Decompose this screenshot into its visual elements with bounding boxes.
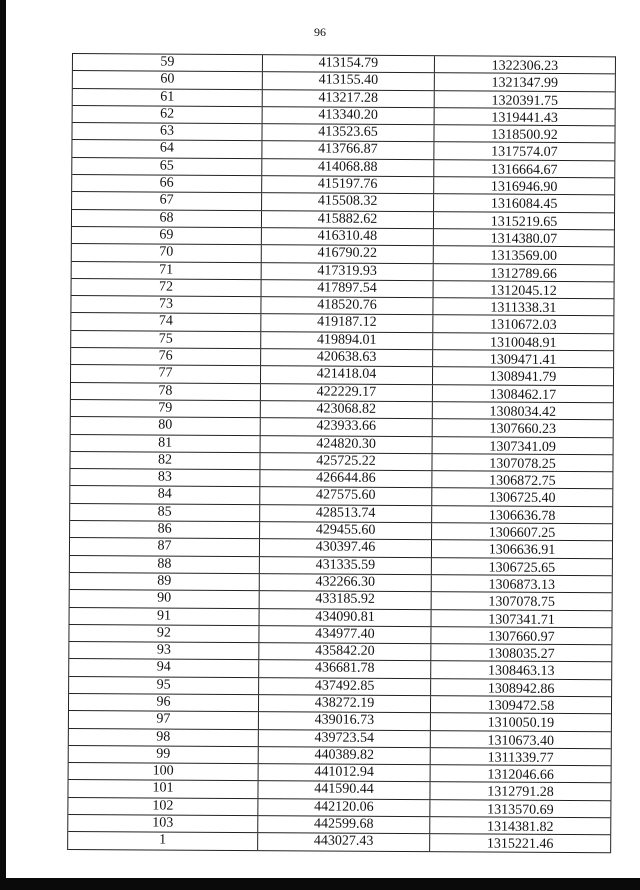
x-coordinate-cell: 441590.44 [258,782,430,799]
point-number-cell: 69 [72,227,262,244]
point-number-cell: 84 [70,486,260,503]
point-number-cell: 1 [68,832,258,849]
y-coordinate-cell: 1308035.27 [488,646,555,662]
point-number-cell: 103 [68,815,258,832]
point-number-cell: 77 [71,365,261,382]
x-coordinate-cell: 413523.65 [262,124,434,141]
point-number-cell: 97 [69,711,259,728]
y-coordinate-cell: 1308462.17 [489,387,557,403]
x-coordinate-cell: 434977.40 [259,626,431,643]
point-number-cell: 63 [72,123,262,140]
point-number-cell: 62 [73,106,263,123]
y-coordinate-cell: 1312791.28 [487,785,554,801]
point-number-cell: 65 [72,158,262,175]
point-number-cell: 86 [70,521,260,538]
point-number-cell: 72 [72,279,262,296]
point-number-cell: 68 [72,210,262,227]
x-coordinate-cell: 433185.92 [260,591,432,608]
point-number-cell: 89 [70,573,260,590]
x-coordinate-cell: 440389.82 [259,747,431,764]
x-coordinate-cell: 413155.40 [263,72,435,89]
y-coordinate-cell: 1314381.82 [486,819,554,835]
y-coordinate-cell: 1316946.90 [490,179,558,195]
y-coordinate-cell: 1306636.78 [488,508,556,524]
point-number-cell: 60 [73,71,263,88]
x-coordinate-cell: 417897.54 [262,280,434,297]
y-coordinate-cell: 1312789.66 [490,266,557,282]
x-coordinate-cell: 432266.30 [260,574,432,591]
x-coordinate-cell: 428513.74 [260,505,432,522]
y-coordinate-cell: 1316084.45 [490,196,558,212]
x-coordinate-cell: 430397.46 [260,539,432,556]
x-coordinate-cell: 420638.63 [261,349,433,366]
y-coordinate-cell: 1317574.07 [491,145,558,161]
point-number-cell: 79 [71,400,261,417]
x-coordinate-cell: 442120.06 [258,799,430,816]
y-coordinate-cell: 1308463.13 [487,663,555,679]
y-coordinate-cell: 1307341.71 [488,612,555,628]
point-number-cell: 75 [71,331,261,348]
x-coordinate-cell: 413154.79 [263,55,435,72]
point-number-cell: 59 [73,54,263,71]
y-coordinate-cell: 1316664.67 [490,162,558,178]
x-coordinate-cell: 416790.22 [262,245,434,262]
point-number-cell: 76 [71,348,261,365]
point-number-cell: 85 [70,504,260,521]
x-coordinate-cell: 425725.22 [260,453,432,470]
y-coordinate-cell: 1307078.75 [488,594,555,610]
page-number: 96 [314,25,326,39]
point-number-cell: 99 [69,746,259,763]
x-coordinate-cell: 415508.32 [262,194,434,211]
x-coordinate-cell: 431335.59 [260,557,432,574]
point-number-cell: 74 [71,313,261,330]
point-number-cell: 90 [70,590,260,607]
y-coordinate-cell: 1307660.23 [489,421,557,437]
y-coordinate-cell: 1319441.43 [491,110,558,126]
y-coordinate-cell: 1307078.25 [489,456,556,472]
y-coordinate-cell: 1318500.92 [491,127,558,143]
x-coordinate-cell: 419187.12 [261,315,433,332]
point-number-cell: 96 [69,694,259,711]
x-coordinate-cell: 413766.87 [262,142,434,159]
point-number-cell: 64 [72,140,262,157]
x-coordinate-cell: 443027.43 [258,834,430,851]
y-coordinate-cell: 1322306.23 [491,58,559,74]
point-number-cell: 70 [72,244,262,261]
y-coordinate-cell: 1310672.03 [490,318,557,334]
point-number-cell: 81 [71,435,261,452]
point-number-cell: 91 [70,607,260,624]
y-coordinate-cell: 1307660.97 [488,629,555,645]
x-coordinate-cell: 423933.66 [261,418,433,435]
y-coordinate-cell: 1312045.12 [490,283,557,299]
y-coordinate-cell: 1320391.75 [491,93,559,109]
x-coordinate-cell: 427575.60 [260,488,432,505]
x-coordinate-cell: 434090.81 [260,609,432,626]
point-number-cell: 92 [69,625,259,642]
x-coordinate-cell: 415197.76 [262,176,434,193]
point-number-cell: 98 [69,729,259,746]
x-coordinate-cell: 441012.94 [259,764,431,781]
x-coordinate-cell: 426644.86 [260,470,432,487]
y-coordinate-cell: 1310050.19 [487,715,555,731]
point-number-cell: 83 [70,469,260,486]
x-coordinate-cell: 424820.30 [261,436,433,453]
point-number-cell: 100 [69,763,259,780]
y-coordinate-cell: 1309472.58 [487,698,555,714]
y-coordinate-cell: 1308941.79 [489,369,557,385]
y-coordinate-cell: 1306725.40 [488,490,556,507]
scan-edge-left [0,0,6,890]
y-coordinate-cell: 1313570.69 [487,802,554,818]
point-number-cell: 71 [72,262,262,279]
y-coordinate-cell: 1310673.40 [487,733,555,749]
point-number-cell: 101 [68,780,258,797]
x-coordinate-cell: 414068.88 [262,159,434,176]
point-number-cell: 93 [69,642,259,659]
y-coordinate-cell: 1310048.91 [489,335,557,351]
x-coordinate-cell: 418520.76 [261,297,433,314]
x-coordinate-cell: 438272.19 [259,695,431,712]
y-coordinate-cell: 1306872.75 [489,473,556,489]
x-coordinate-cell: 442599.68 [258,816,430,833]
y-coordinate-cell: 1306636.91 [488,542,556,558]
y-coordinate-cell: 1311339.77 [487,750,554,766]
x-coordinate-cell: 439723.54 [259,730,431,747]
y-coordinate-cell: 1307341.09 [489,439,556,455]
x-coordinate-cell: 422229.17 [261,384,433,401]
x-coordinate-cell: 413340.20 [263,107,435,124]
y-coordinate-cell: 1311338.31 [490,300,557,316]
point-number-cell: 66 [72,175,262,192]
y-coordinate-cell: 1313569.00 [490,248,558,264]
point-number-cell: 82 [70,452,260,469]
x-coordinate-cell: 413217.28 [263,90,435,107]
y-coordinate-cell: 1306607.25 [488,525,556,541]
y-coordinate-cell: 1309471.41 [489,352,557,368]
point-number-cell: 94 [69,659,259,676]
scan-edge-bottom [0,878,640,890]
x-coordinate-cell: 416310.48 [262,228,434,245]
x-coordinate-cell: 423068.82 [261,401,433,418]
x-coordinate-cell: 421418.04 [261,367,433,384]
x-coordinate-cell: 436681.78 [259,661,431,678]
y-coordinate-cell: 1308942.86 [487,681,555,697]
y-coordinate-cell: 1314380.07 [490,231,558,247]
x-coordinate-cell: 415882.62 [262,211,434,228]
y-coordinate-cell: 1315221.46 [486,836,554,852]
point-number-cell: 61 [73,89,263,106]
y-coordinate-cell: 1315219.65 [490,214,558,230]
y-coordinate-cell: 1306873.13 [488,577,556,593]
point-number-cell: 102 [68,798,258,815]
x-coordinate-cell: 429455.60 [260,522,432,539]
point-number-cell: 87 [70,538,260,555]
x-coordinate-cell: 417319.93 [262,263,434,280]
y-coordinate-cell: 1312046.66 [487,767,554,783]
point-number-cell: 73 [71,296,261,313]
x-coordinate-cell: 439016.73 [259,712,431,729]
coordinate-table [67,53,616,853]
point-number-cell: 67 [72,192,262,209]
point-number-cell: 88 [70,556,260,573]
point-number-cell: 80 [71,417,261,434]
x-coordinate-cell: 437492.85 [259,678,431,695]
point-number-cell: 95 [69,677,259,694]
x-coordinate-cell: 435842.20 [259,643,431,660]
y-coordinate-cell: 1306725.65 [488,560,556,576]
x-coordinate-cell: 419894.01 [261,332,433,349]
point-number-cell: 78 [71,383,261,400]
y-coordinate-cell: 1321347.99 [491,75,559,91]
table-row [68,832,610,853]
y-coordinate-cell: 1308034.42 [489,404,557,420]
